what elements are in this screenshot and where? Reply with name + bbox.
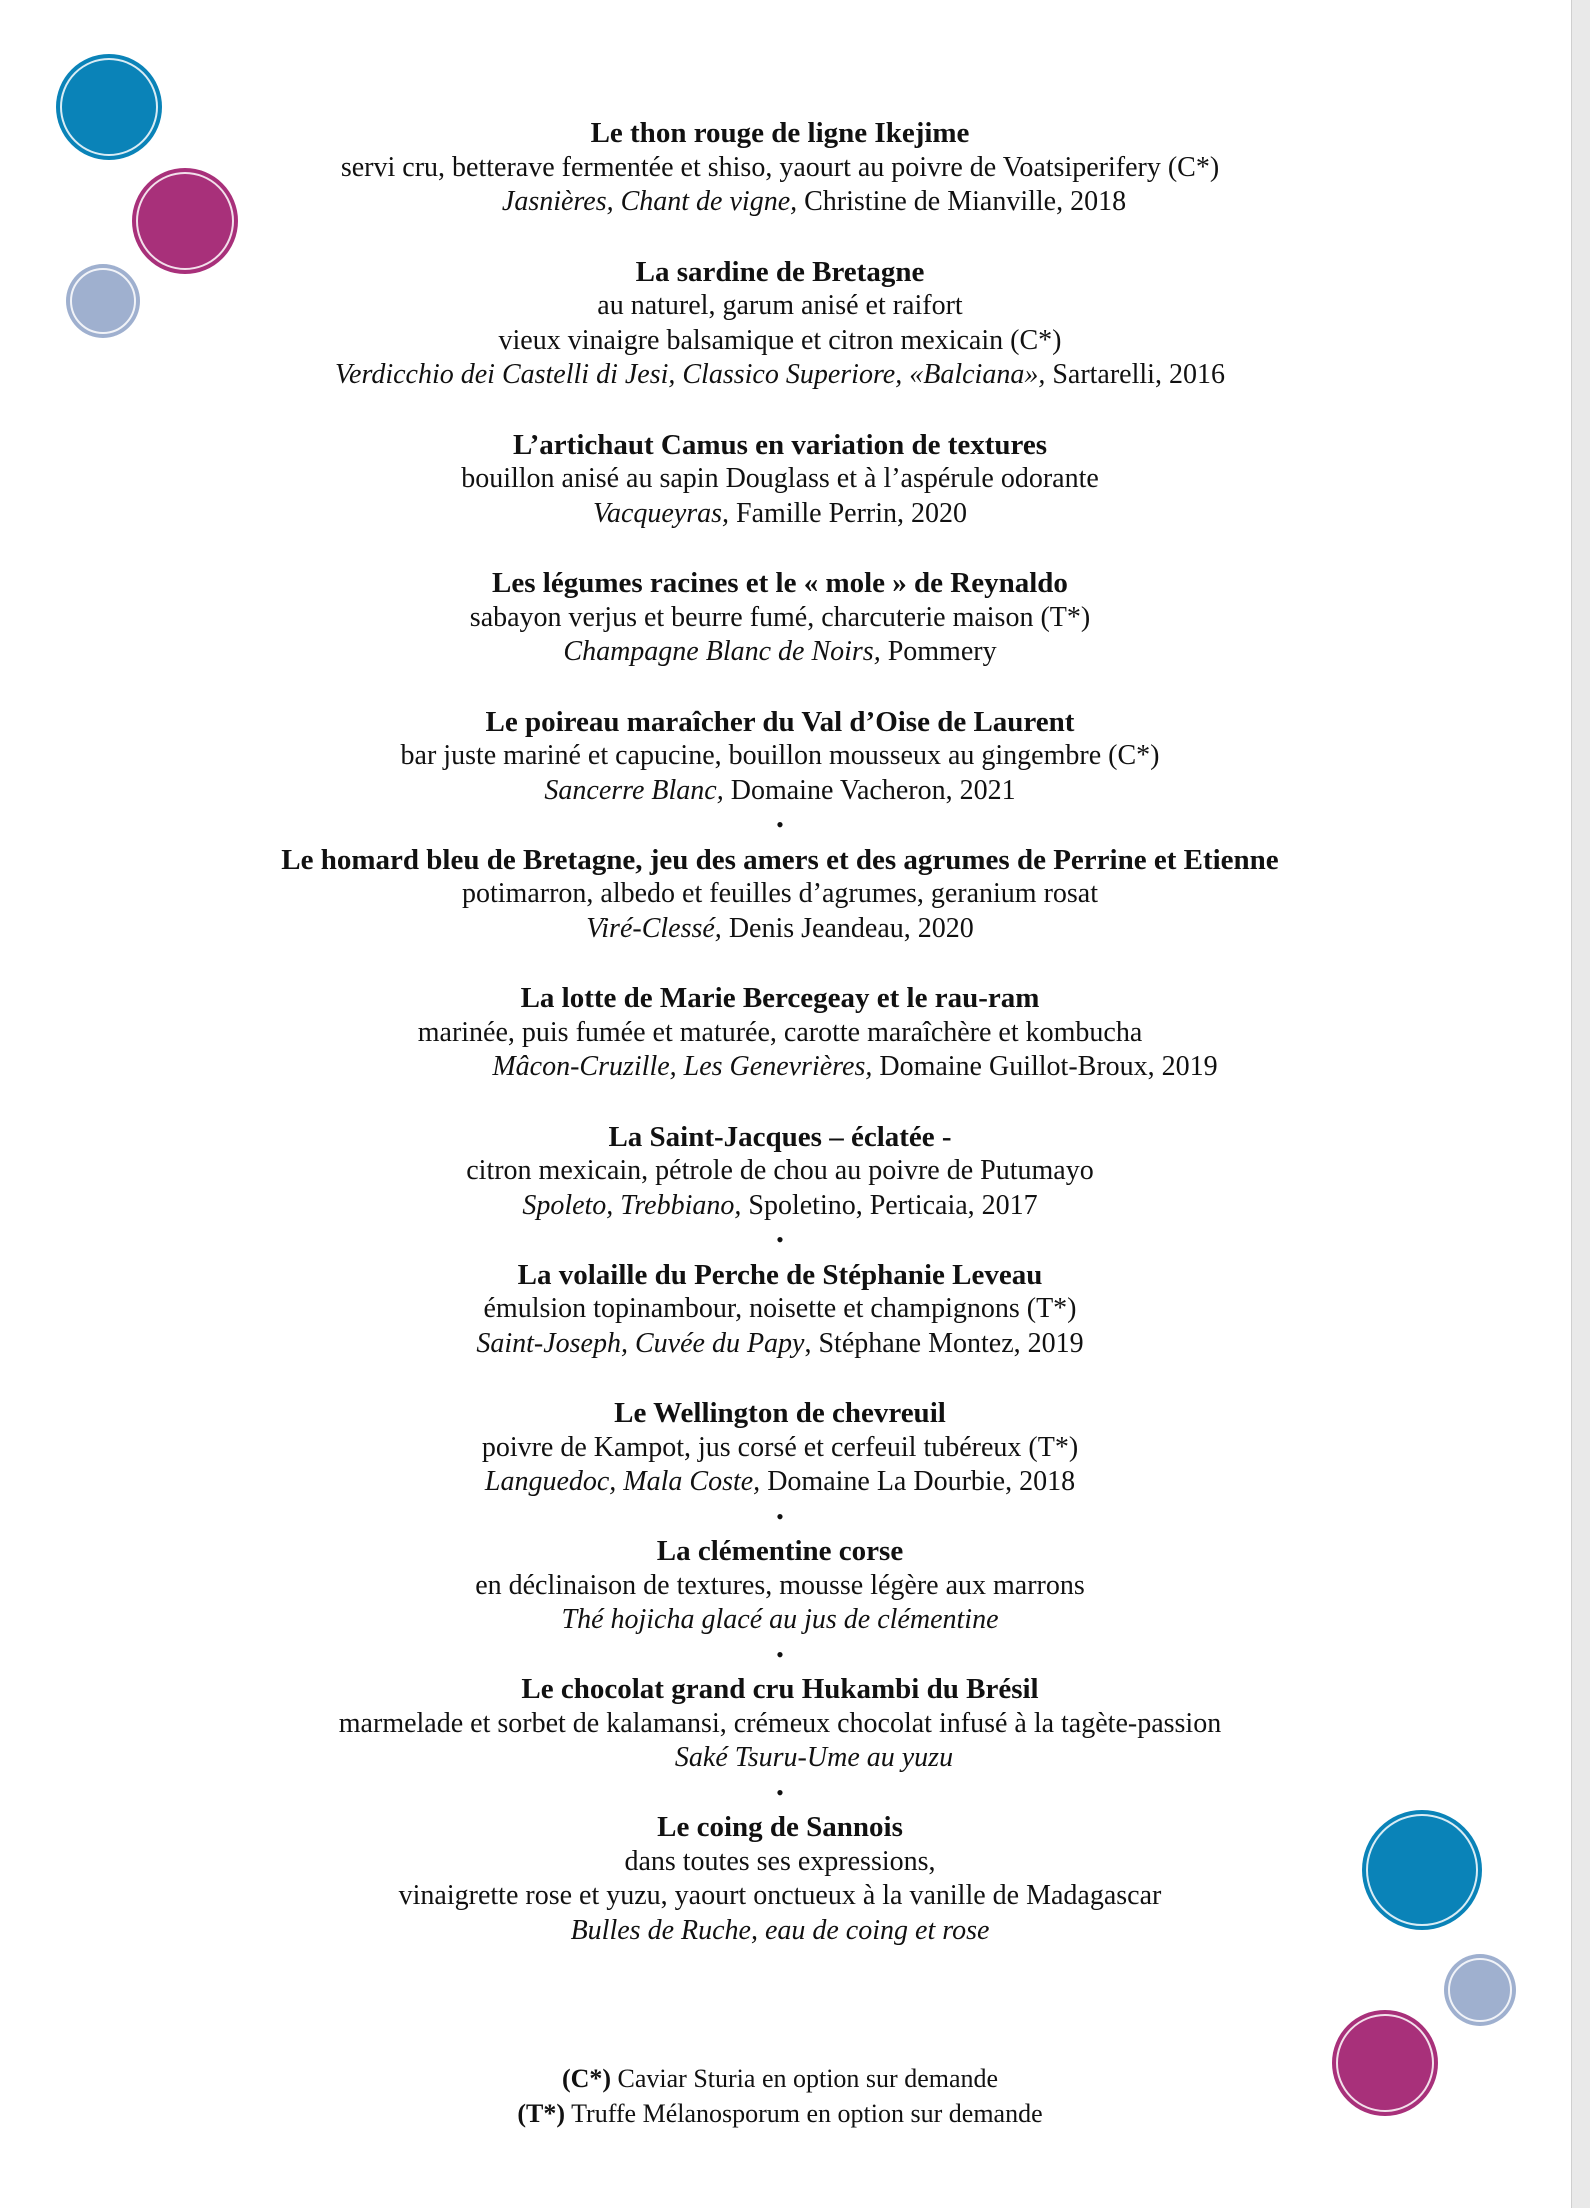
course-title: Le coing de Sannois: [657, 1811, 903, 1843]
course-title: La sardine de Bretagne: [635, 255, 925, 288]
course-description: au naturel, garum anisé et raifort: [597, 290, 963, 321]
course-separator: •: [776, 1779, 784, 1805]
legend-code: (C*): [561, 2064, 612, 2093]
wine-name: Vacqueyras,: [592, 497, 730, 529]
course-description: vieux vinaigre balsamique et citron mexicain (C*): [498, 324, 1062, 356]
wine-name: Mâcon-Cruzille, Les Genevrières,: [492, 1051, 873, 1082]
wine-pairing: [150, 1914, 1410, 1949]
wine-producer: Famille Perrin, 2020: [729, 497, 968, 529]
wine-name: Thé hojicha glacé au jus de clémentine: [561, 1604, 999, 1635]
wine-pairing: [150, 185, 1410, 220]
wine-producer: Spoletino, Perticaia, 2017: [741, 1189, 1038, 1221]
menu-course: [150, 1258, 1410, 1362]
wine-pairing: [150, 358, 1410, 393]
wine-pairing: [150, 1741, 1410, 1776]
menu-course: [150, 566, 1410, 670]
wine-name: Verdicchio dei Castelli di Jesi, Classico Superiore, «Balciana»,: [335, 359, 1046, 390]
wine-producer: Pommery: [880, 636, 997, 667]
course-description: servi cru, betterave fermentée et shiso, yaourt au poivre de Voatsiperifery (C*): [340, 151, 1220, 183]
menu-course: [150, 1534, 1410, 1638]
course-description: marinée, puis fumée et maturée, carotte maraîchère et kombucha: [417, 1016, 1143, 1048]
course-title: La lotte de Marie Bercegeay et le rau-ram: [520, 982, 1040, 1014]
course-description: sabayon verjus et beurre fumé, charcuterie maison (T*): [469, 601, 1091, 633]
menu-course: [150, 1120, 1410, 1224]
course-title: L’artichaut Camus en variation de textures: [512, 428, 1048, 461]
course-description: citron mexicain, pétrole de chou au poivre de Putumayo: [466, 1155, 1094, 1186]
wine-pairing: [150, 1603, 1410, 1638]
wine-pairing: [150, 635, 1410, 670]
page-edge: [1571, 0, 1590, 2208]
wine-producer: Sartarelli, 2016: [1045, 359, 1225, 390]
wine-pairing: [150, 1050, 1410, 1085]
menu-course: [150, 981, 1410, 1085]
menu-course: [150, 116, 1410, 220]
wine-name: Saké Tsuru-Ume au yuzu: [674, 1742, 954, 1773]
wine-producer: Domaine Guillot-Broux, 2019: [872, 1051, 1218, 1082]
menu-course: [150, 428, 1410, 532]
wine-name: Bulles de Ruche, eau de coing et rose: [570, 1914, 990, 1946]
lavender-dot-decoration: [66, 264, 140, 338]
wine-producer: Domaine La Dourbie, 2018: [760, 1466, 1076, 1497]
course-description: dans toutes ses expressions,: [624, 1845, 936, 1877]
menu-course: [150, 1672, 1410, 1776]
course-separator: •: [776, 1227, 784, 1252]
course-title: La clémentine corse: [656, 1535, 904, 1567]
course-description: bar juste mariné et capucine, bouillon mousseux au gingembre (C*): [400, 740, 1160, 771]
course-separator: •: [776, 812, 784, 837]
legend-item-truffle: [150, 2096, 1410, 2131]
wine-pairing: [150, 1327, 1410, 1362]
tasting-menu: [150, 116, 1410, 1948]
blue-dot-decoration: [56, 54, 162, 160]
menu-course: [150, 1810, 1410, 1948]
wine-name: Viré-Clessé,: [586, 912, 722, 944]
wine-name: Saint-Joseph, Cuvée du Papy: [476, 1327, 805, 1359]
wine-name: Sancerre Blanc,: [544, 774, 724, 806]
course-title: Le chocolat grand cru Hukambi du Brésil: [521, 1673, 1039, 1705]
course-separator: •: [776, 1503, 784, 1529]
course-description: en déclinaison de textures, mousse légère aux marrons: [475, 1569, 1085, 1601]
legend-text: Truffe Mélanosporum en option sur demande: [565, 2099, 1043, 2128]
course-description: vinaigrette rose et yuzu, yaourt onctueux à la vanille de Madagascar: [398, 1880, 1162, 1911]
wine-producer: Domaine Vacheron, 2021: [723, 774, 1016, 806]
course-title: Le Wellington de chevreuil: [614, 1397, 946, 1429]
course-title: Les légumes racines et le « mole » de Reynaldo: [492, 567, 1068, 599]
menu-course: [150, 705, 1410, 809]
menu-course: [150, 843, 1410, 947]
legend-text: Caviar Sturia en option sur demande: [611, 2064, 999, 2093]
option-legend: [150, 2061, 1410, 2131]
course-description: bouillon anisé au sapin Douglass et à l’aspérule odorante: [461, 463, 1099, 494]
course-title: Le homard bleu de Bretagne, jeu des amers et des agrumes de Perrine et Etienne: [281, 843, 1279, 876]
course-title: La Saint-Jacques – éclatée -: [608, 1120, 952, 1153]
wine-producer: Denis Jeandeau, 2020: [721, 912, 974, 944]
lavender-dot-decoration: [1444, 1954, 1516, 2026]
menu-course: [150, 1396, 1410, 1500]
wine-pairing: [150, 912, 1410, 947]
wine-name: Jasnières, Chant de vigne,: [501, 186, 798, 217]
wine-producer: Christine de Mianville, 2018: [797, 186, 1127, 217]
wine-pairing: [150, 497, 1410, 532]
course-title: La volaille du Perche de Stéphanie Leveau: [517, 1258, 1043, 1291]
wine-pairing: [150, 774, 1410, 809]
wine-producer: , Stéphane Montez, 2019: [804, 1327, 1084, 1359]
course-description: poivre de Kampot, jus corsé et cerfeuil tubéreux (T*): [481, 1431, 1079, 1463]
course-description: potimarron, albedo et feuilles d’agrumes, geranium rosat: [461, 878, 1098, 909]
wine-name: Spoleto, Trebbiano,: [522, 1189, 742, 1221]
menu-course: [150, 255, 1410, 393]
wine-name: Champagne Blanc de Noirs,: [563, 636, 881, 667]
course-title: Le thon rouge de ligne Ikejime: [590, 117, 970, 149]
course-title: Le poireau maraîcher du Val d’Oise de Laurent: [485, 705, 1075, 738]
wine-name: Languedoc, Mala Coste,: [484, 1466, 761, 1497]
legend-code: (T*): [517, 2099, 566, 2128]
course-description: émulsion topinambour, noisette et champignons (T*): [483, 1293, 1077, 1324]
wine-pairing: [150, 1189, 1410, 1224]
wine-pairing: [150, 1465, 1410, 1500]
legend-item-caviar: [150, 2061, 1410, 2096]
course-separator: •: [776, 1641, 784, 1667]
course-description: marmelade et sorbet de kalamansi, crémeux chocolat infusé à la tagète-passion: [338, 1707, 1222, 1739]
